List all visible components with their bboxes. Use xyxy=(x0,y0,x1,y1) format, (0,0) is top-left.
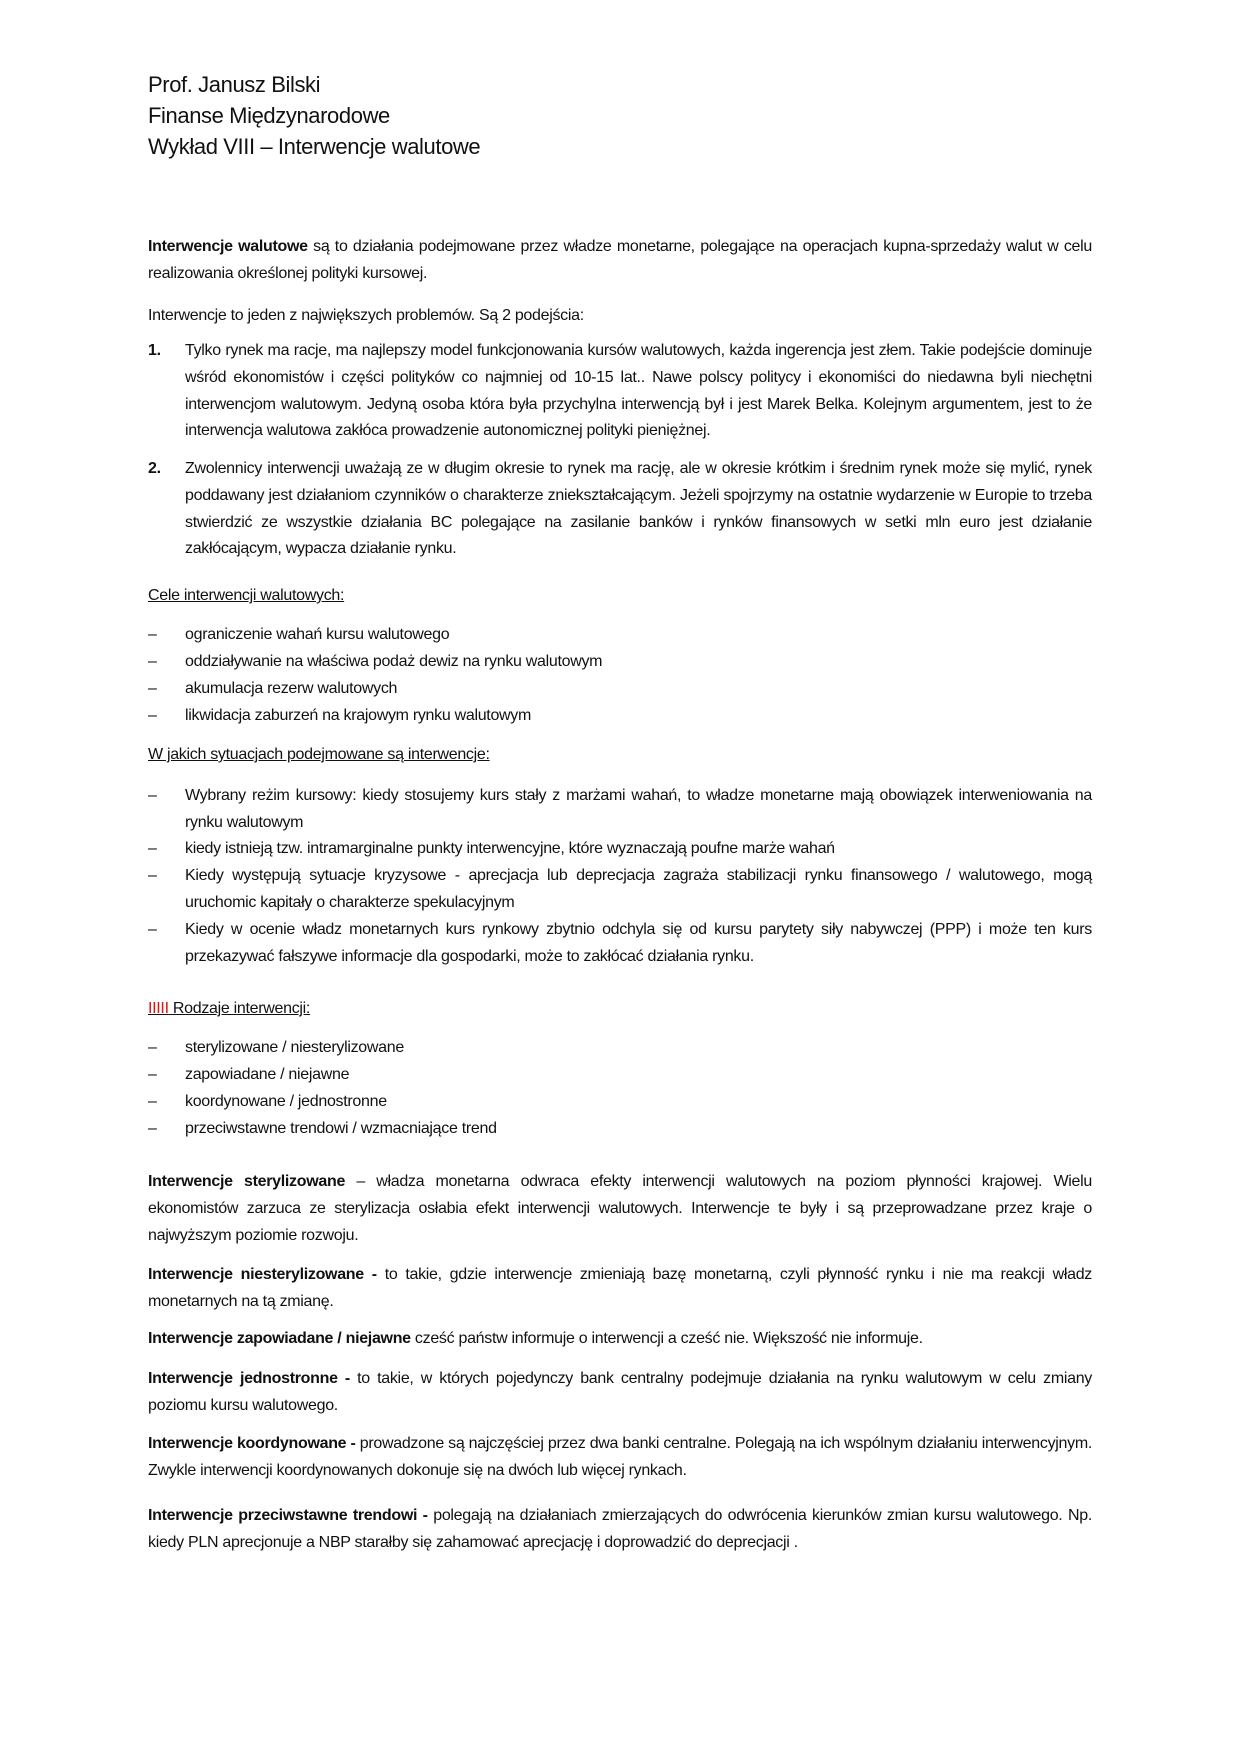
situations-heading: W jakich sytuacjach podejmowane są interwencje: xyxy=(148,746,490,763)
author: Prof. Janusz Bilski xyxy=(148,72,321,97)
approach-item: 1. Tylko rynek ma racje, ma najlepszy model funkcjonowania kursów walutowych, każda ingerencja jest złem. Takie podejście dominuje wśród ekonomistów i części polityków co najmniej od 10-15 lat.. Nawe polscy politycy i ekonomiści do niedawna byli niechętni interwencjom walutowym. Jedyną osoba która była przychylna interwencją był i jest Marek Belka. Kolejnym argumentem, jest to że interwencja walutowa zakłóca prowadzenie autonomicznej polityki pieniężnej. xyxy=(148,342,1092,440)
approaches-intro: Interwencje to jeden z największych problemów. Są 2 podejścia: xyxy=(148,307,584,324)
marker: IIIII xyxy=(148,1000,169,1017)
situation-item: – kiedy istnieją tzw. intramarginalne punkty interwencyjne, które wyznaczają poufne marże wahań xyxy=(148,840,835,857)
type-item: – koordynowane / jednostronne xyxy=(148,1093,387,1110)
goal-item: – akumulacja rezerw walutowych xyxy=(148,680,398,697)
definition: Interwencje przeciwstawne trendowi - polegają na działaniach zmierzających do odwrócenia kierunków zmian kursu walutowego. Np. kiedy PLN aprecjonuje a NBP starałby się zahamować aprecjację i doprowadzić do deprecjacji . xyxy=(148,1507,1092,1551)
type-item: – sterylizowane / niesterylizowane xyxy=(148,1039,404,1056)
situation-item: – Wybrany reżim kursowy: kiedy stosujemy kurs stały z marżami wahań, to władze monetarne mają obowiązek interweniowania na rynku walutowym xyxy=(148,787,1092,831)
types-heading: IIIII Rodzaje interwencji: xyxy=(148,1000,311,1017)
situation-item: – Kiedy w ocenie władz monetarnych kurs rynkowy zbytnio odchyla się od kursu parytety siły nabywczej (PPP) i może ten kurs przekazywać fałszywe informacje dla gospodarki, może to zakłócać działania rynku. xyxy=(148,921,1092,965)
goal-item: – ograniczenie wahań kursu walutowego xyxy=(148,626,450,643)
definition: Interwencje koordynowane - prowadzone są najczęściej przez dwa banki centralne. Polegają na ich wspólnym działaniu interwencyjnym. Zwykle interwencji koordynowanych dokonuje się na dwóch lub więcej rynkach. xyxy=(148,1435,1092,1479)
type-item: – przeciwstawne trendowi / wzmacniające trend xyxy=(148,1120,497,1137)
definition: Interwencje jednostronne - to takie, w których pojedynczy bank centralny podejmuje działania na rynku walutowym w celu zmiany poziomu kursu walutowego. xyxy=(148,1370,1092,1414)
goal-item: – likwidacja zaburzeń na krajowym rynku walutowym xyxy=(148,707,532,724)
lecture-title: Wykład VIII – Interwencje walutowe xyxy=(148,134,481,159)
definition: Interwencje zapowiadane / niejawne cześć państw informuje o interwencji a cześć nie. Większość nie informuje. xyxy=(148,1330,923,1347)
goals-heading: Cele interwencji walutowych: xyxy=(148,587,345,604)
course-title: Finanse Międzynarodowe xyxy=(148,103,390,128)
type-item: – zapowiadane / niejawne xyxy=(148,1066,350,1083)
approach-item: 2. Zwolennicy interwencji uważają ze w długim okresie to rynek ma rację, ale w okresie krótkim i średnim rynek może się mylić, rynek poddawany jest działaniom czynników o charakterze zniekształcającym. Jeżeli spojrzymy na ostatnie wydarzenie w Europie to trzeba stwierdzić ze wszystkie działania BC polegające na zasilanie banków i rynków finansowych w setki mln euro jest działanie zakłócającym, wypacza działanie rynku. xyxy=(148,460,1092,558)
situation-item: – Kiedy występują sytuacje kryzysowe - aprecjacja lub deprecjacja zagraża stabilizacji rynku finansowego / walutowego, mogą uruchomic kapitały o charakterze spekulacyjnym xyxy=(148,867,1092,911)
definition: Interwencje sterylizowane – władza monetarna odwraca efekty interwencji walutowych na poziom płynności krajowej. Wielu ekonomistów zarzuca ze sterylizacja osłabia efekt interwencji walutowych. Interwencje te były i są przeprowadzane przez kraje o najwyższym poziomie rozwoju. xyxy=(148,1173,1092,1244)
intro-paragraph: Interwencje walutowe są to działania podejmowane przez władze monetarne, polegające na operacjach kupna-sprzedaży walut w celu realizowania określonej polityki kursowej. xyxy=(148,238,1092,282)
goal-item: – oddziaływanie na właściwa podaż dewiz na rynku walutowym xyxy=(148,653,603,670)
definition: Interwencje niesterylizowane - to takie, gdzie interwencje zmieniają bazę monetarną, czyli płynność rynku i nie ma reakcji władz monetarnych na tą zmianę. xyxy=(148,1266,1092,1310)
